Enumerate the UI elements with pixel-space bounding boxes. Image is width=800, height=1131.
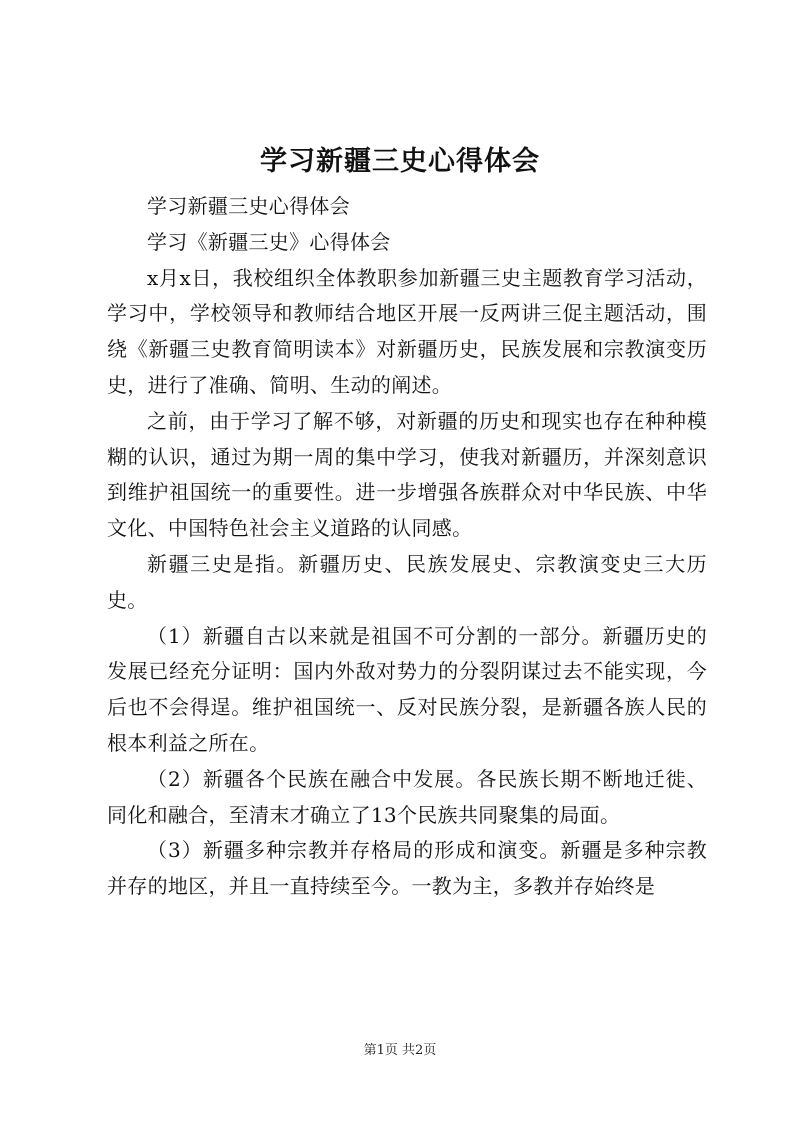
document-body bbox=[107, 189, 707, 905]
document-title: 学习新疆三史心得体会 bbox=[260, 146, 540, 177]
paragraph: 新疆三史是指。新疆历史、民族发展史、宗教演变史三大历史。 bbox=[107, 551, 707, 612]
paragraph: x月x日，我校组织全体教职参加新疆三史主题教育学习活动，学习中，学校领导和教师结合地区开展一反两讲三促主题活动，围绕《新疆三史教育简明读本》对新疆历史，民族发展和宗教演变历史，进行了准确、简明、生动的阐述。 bbox=[107, 265, 707, 397]
paragraph: （2）新疆各个民族在融合中发展。各民族长期不断地迁徙、同化和融合，至清末才确立了13个民族共同聚集的局面。 bbox=[107, 766, 707, 827]
paragraph: （3）新疆多种宗教并存格局的形成和演变。新疆是多种宗教并存的地区，并且一直持续至今。一教为主，多教并存始终是 bbox=[107, 838, 707, 899]
paragraph-heading: 学习《新疆三史》心得体会 bbox=[147, 229, 391, 254]
paragraph: （1）新疆自古以来就是祖国不可分割的一部分。新疆历史的发展已经充分证明：国内外敌对势力的分裂阴谋过去不能实现，今后也不会得逞。维护祖国统一、反对民族分裂，是新疆各族人民的根本利益之所在。 bbox=[107, 623, 707, 755]
page-footer: 第1页 共2页 bbox=[363, 1043, 437, 1058]
paragraph: 之前，由于学习了解不够，对新疆的历史和现实也存在种种模糊的认识，通过为期一周的集中学习，使我对新疆历，并深刻意识到维护祖国统一的重要性。进一步增强各族群众对中华民族、中华文化、中国特色社会主义道路的认同感。 bbox=[107, 408, 707, 541]
paragraph-subtitle: 学习新疆三史心得体会 bbox=[147, 194, 350, 218]
